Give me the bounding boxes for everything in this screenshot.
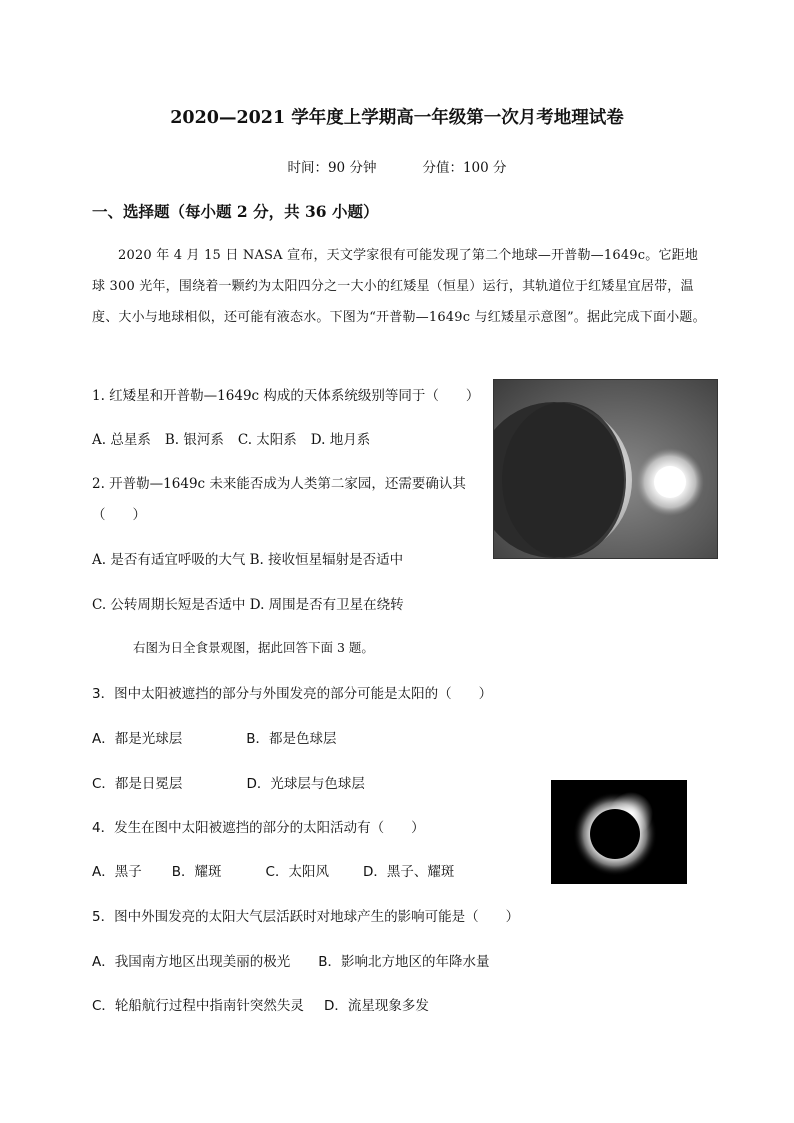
q5-option-a: A．我国南方地区出现美丽的极光	[92, 954, 291, 970]
solar-eclipse-figure	[551, 780, 687, 884]
eclipse-figure-note: 右图为日全食景观图，据此回答下面 3 题。	[133, 640, 374, 655]
question-3-stem: 3．图中太阳被遮挡的部分与外围发亮的部分可能是太阳的（ ）	[92, 686, 493, 702]
q5-option-d: D．流星现象多发	[323, 998, 429, 1014]
q4-option-c: C．太阳风	[265, 864, 329, 880]
q1-option-b: B. 银河系	[164, 432, 224, 448]
q4-option-b: B．耀斑	[171, 864, 222, 880]
question-1-stem: 1. 红矮星和开普勒—1649c 构成的天体系统级别等同于（ ）	[92, 388, 480, 404]
q3-option-a: A．都是光球层	[92, 731, 183, 747]
question-2-options-cd: C. 公转周期长短是否适中 D. 周围是否有卫星在绕转	[92, 597, 404, 613]
question-2-stem-blank: （ ）	[92, 507, 146, 523]
question-5-stem: 5．图中外围发亮的太阳大气层活跃时对地球产生的影响可能是（ ）	[92, 909, 520, 925]
section-heading: 一、选择题（每小题 2 分，共 36 小题）	[92, 202, 379, 221]
q4-option-d: D．黑子、耀斑	[362, 864, 455, 880]
exam-meta	[0, 156, 794, 176]
question-5-options-ab	[92, 950, 490, 970]
exam-title: 2020—2021 学年度上学期高一年级第一次月考地理试卷	[170, 108, 624, 128]
exam-time: 时间：90 分钟	[287, 160, 377, 176]
question-4-stem: 4．发生在图中太阳被遮挡的部分的太阳活动有（ ）	[92, 820, 425, 836]
question-2-stem: 2. 开普勒—1649c 未来能否成为人类第二家园，还需要确认其	[92, 476, 466, 492]
kepler-planet-illustration	[494, 380, 718, 559]
q1-option-c: C. 太阳系	[237, 432, 297, 448]
question-1-options	[92, 428, 370, 448]
q3-option-b: B．都是色球层	[246, 731, 337, 747]
question-2-options-ab: A. 是否有适宜呼吸的大气 B. 接收恒星辐射是否适中	[92, 552, 404, 568]
question-5-options-cd	[92, 994, 429, 1014]
question-3-options-ab	[92, 727, 337, 747]
q3-option-c: C．都是日冕层	[92, 776, 183, 792]
intro-paragraph: 2020 年 4 月 15 日 NASA 宣布，天文学家很有可能发现了第二个地球—开普勒—1649c。它距地球 300 光年，围绕着一颗约为太阳四分之一大小的红矮星（恒星）运行，其轨道位于红矮星宜居带，温度、大小与地球相似，还可能有液态水。下图为“开普勒—1649c 与红矮星示意图”。据此完成下面小题。	[92, 248, 706, 325]
q1-option-a: A. 总星系	[92, 432, 151, 448]
q3-option-d: D．光球层与色球层	[246, 776, 365, 792]
question-3-options-cd	[92, 772, 365, 792]
q5-option-c: C．轮船航行过程中指南针突然失灵	[92, 998, 304, 1014]
exam-score: 分值：100 分	[422, 160, 507, 176]
q1-option-d: D. 地月系	[310, 432, 371, 448]
q5-option-b: B．影响北方地区的年降水量	[318, 954, 490, 970]
question-4-options	[92, 860, 454, 880]
solar-eclipse-photo	[551, 780, 687, 884]
q4-option-a: A．黑子	[92, 864, 142, 880]
kepler-1649c-figure	[493, 379, 718, 559]
